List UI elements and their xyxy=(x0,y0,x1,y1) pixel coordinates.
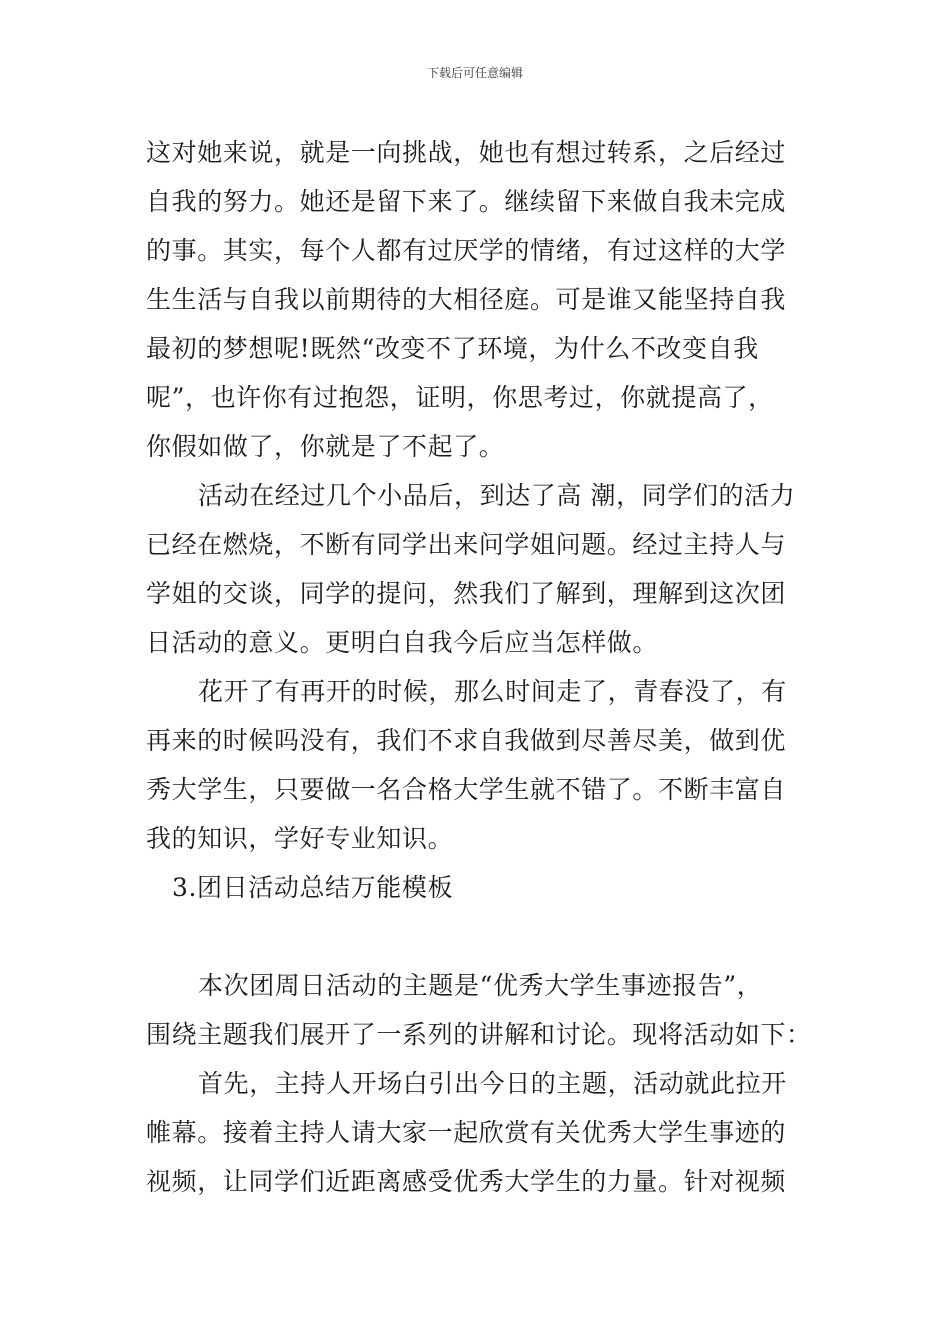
paragraph xyxy=(146,1059,806,1206)
paragraph xyxy=(146,471,806,667)
section-heading: 3.团日活动总结万能模板 xyxy=(172,873,454,902)
text-line: 花开了有再开的时候，那么时间走了，青春没了，有 xyxy=(198,677,787,706)
text-line: 的事。其实，每个人都有过厌学的情绪，有过这样的大学 xyxy=(146,236,787,265)
paragraph xyxy=(146,961,812,1059)
text-line: 你假如做了，你就是了不起了。 xyxy=(146,432,505,461)
text-line: 活动在经过几个小品后，到达了高 潮，同学们的活力 xyxy=(198,481,796,510)
text-line: 帷幕。接着主持人请大家一起欣赏有关优秀大学生事迹的 xyxy=(146,1118,787,1147)
paragraph-continuation xyxy=(146,128,806,471)
blank-line xyxy=(146,912,806,961)
text-line: 本次团周日活动的主题是“优秀大学生事迹报告”， xyxy=(198,971,763,1000)
text-line: 围绕主题我们展开了一系列的讲解和讨论。现将活动如下： xyxy=(146,1020,812,1049)
document-body xyxy=(146,128,812,1206)
text-line: 再来的时候吗没有，我们不求自我做到尽善尽美，做到优 xyxy=(146,726,787,755)
text-line: 这对她来说，就是一向挑战，她也有想过转系，之后经过 xyxy=(146,138,787,167)
text-line: 日活动的意义。更明白自我今后应当怎样做。 xyxy=(146,628,659,657)
text-line: 最初的梦想呢!既然“改变不了环境，为什么不改变自我 xyxy=(146,334,759,363)
page-header: 下载后可任意编辑 xyxy=(426,66,523,80)
text-line: 自我的努力。她还是留下来了。继续留下来做自我未完成 xyxy=(146,187,787,216)
text-line: 视频，让同学们近距离感受优秀大学生的力量。针对视频 xyxy=(146,1167,787,1196)
text-line: 我的知识，学好专业知识。 xyxy=(146,824,454,853)
paragraph xyxy=(146,667,806,863)
text-line: 已经在燃烧，不断有同学出来问学姐问题。经过主持人与 xyxy=(146,530,787,559)
text-line: 呢”，也许你有过抱怨，证明，你思考过，你就提高了， xyxy=(146,383,774,412)
text-line: 学姐的交谈，同学的提问，然我们了解到，理解到这次团 xyxy=(146,579,787,608)
text-line: 首先，主持人开场白引出今日的主题，活动就此拉开 xyxy=(198,1069,787,1098)
text-line: 生生活与自我以前期待的大相径庭。可是谁又能坚持自我 xyxy=(146,285,787,314)
text-line: 秀大学生，只要做一名合格大学生就不错了。不断丰富自 xyxy=(146,775,787,804)
